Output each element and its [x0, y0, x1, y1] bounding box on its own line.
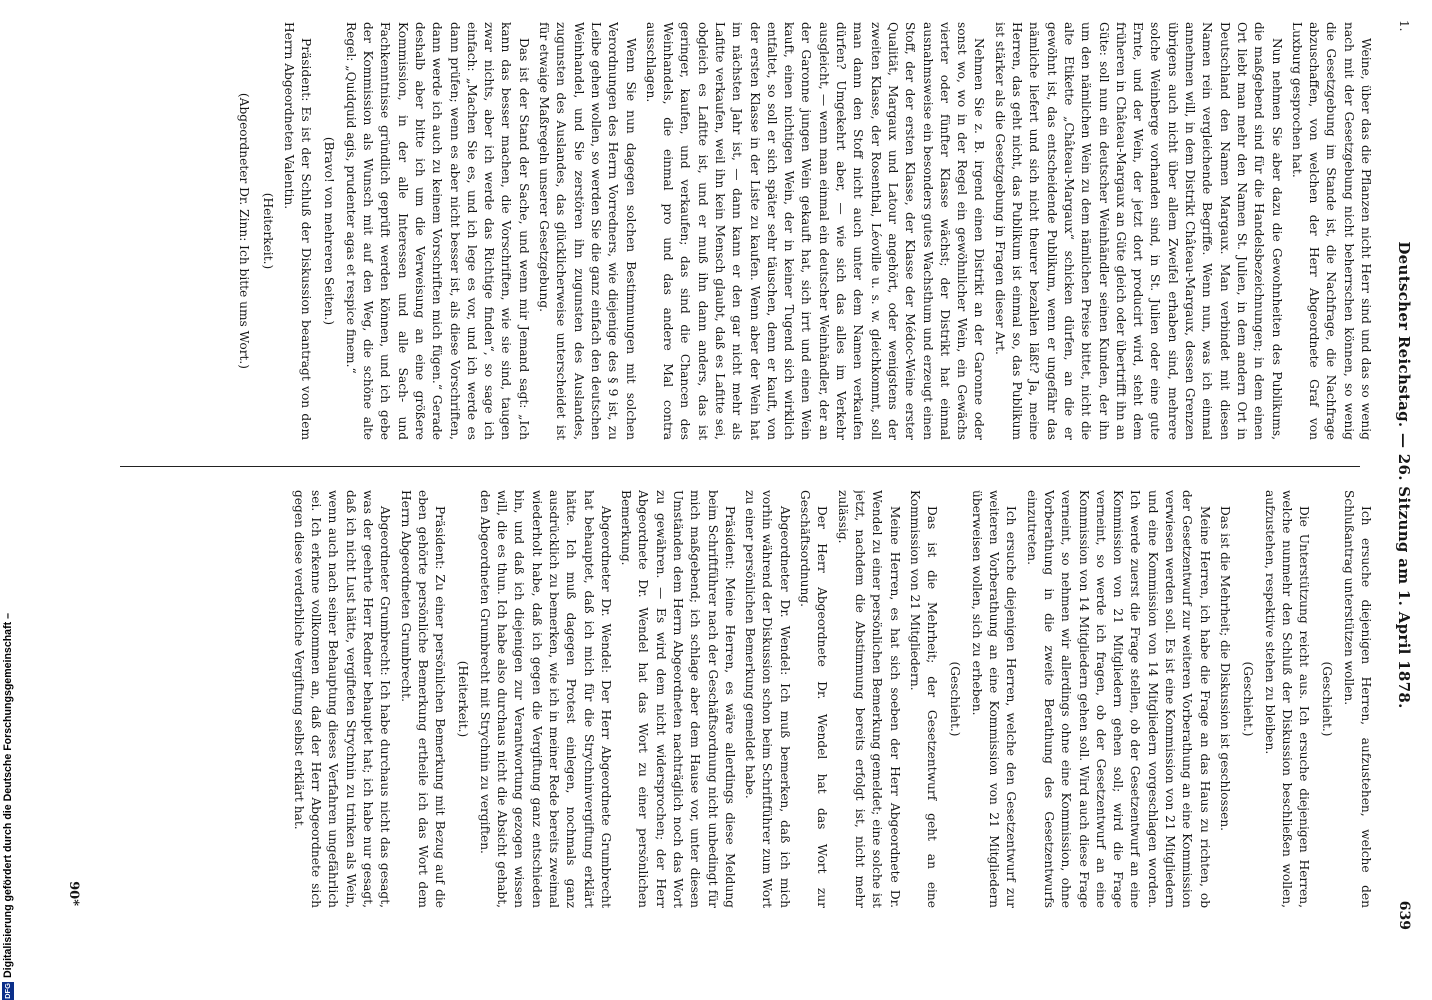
stage-direction: (Geschieht.): [1320, 661, 1335, 737]
paragraph: Die Unterstützung reicht aus. Ich ersuche diejenigen Herren, welche nunmehr den Schluß der Diskussion beschließen wollen, aufzustehen, respektive stehen zu bleiben.: [1262, 490, 1312, 908]
stage-direction: (Geschieht.): [948, 661, 963, 737]
header-mark: 1.: [1397, 20, 1411, 32]
paragraph: Nun nehmen Sie aber dazu die Gewohnheiten des Publikums, die maßgebend sind für die Handelsbezeichnungen; in dem einen Ort liebt man mehr den Namen St. Julien, in dem andern Ort in Deutschland den Namen Margaux. Man verbindet mit diesen Namen rein vergleichende Begriffe. Wenn nun, was ich einmal annehmen will, in dem Distrikt Château-Margaux, dessen Grenzen übrigens auch nicht über allem Zweifel erhaben sind, mehrere solche Weinberge vorhanden sind, in St. Julien oder eine gute Ernte, und der Wein, der jetzt dort producirt wird, steht dem früheren in Château-Margaux an Güte gleich oder übertrifft ihn an Güte: soll nun ein deutscher Weinhändler seinen Kunden, der ihn um den nämlichen Wein zu dem nämlichen Preise bittet, nicht die alte Etikette „Château-Margaux“ schicken dürfen, an die er gewöhnt ist, das entscheidende Publikum, wenn er ungefähr das nämliche liefert und sich nicht theurer bezahlen läßt? Ja, meine Herren, das geht nicht, das Publikum ist einmal so, das Publikum ist stärker als die Gesetzgebung in Fragen dieser Art.: [992, 22, 1284, 440]
credit-text: Digitalisierung gefördert durch die Deutsche Forschungsgemeinschaft –: [2, 613, 14, 978]
paragraph: Das ist die Mehrheit; der Gesetzentwurf geht an eine Kommission von 21 Mitgliedern.: [907, 490, 940, 908]
page-number: 639: [1396, 900, 1412, 930]
sheet-mark: 90*: [66, 881, 81, 906]
paragraph: Abgeordneter Dr. Wendel: Ich muß bemerken, daß ich mich vorhin während der Diskussion schon beim Schriftführer zum Wort zu einer persönlichen Bemerkung gemeldet habe.: [743, 490, 792, 908]
page-header: [1382, 20, 1412, 930]
paragraph: Meine Herren, es hat sich soeben der Herr Abgeordnete Dr. Wendel zu einer persönlichen Bemerkung gemeldet; eine solche ist jetzt, nachdem die Abstimmung bereits erfolgt ist, nicht mehr zulässig.: [835, 490, 902, 908]
paragraph: Präsident: Meine Herren, es wäre allerdings diese Meldung beim Schriftführer nach der Geschäftsordnung nicht unbedingt für mich maßgebend; ich schlage aber dem Hause vor, unter diesen Umständen dem Herrn Abgeordneten nachträglich noch das Wort zu gewähren. — Es wird dem nicht widersprochen; der Herr Abgeordnete Dr. Wendel hat das Wort zu einer persönlichen Bemerkung.: [619, 490, 737, 908]
stage-direction: (Heiterkeit.): [260, 192, 275, 270]
paragraph: Der Herr Abgeordnete Dr. Wendel hat das Wort zur Geschäftsordnung.: [798, 490, 830, 908]
paragraph: Abgeordneter Dr. Wendel: Der Herr Abgeordnete Grumbrecht hat behauptet, daß ich mich für die Strychninvergiftung erklärt hätte. Ich muß dagegen Protest einlegen, nochmals ganz ausdrücklich zu bemerken, wie ich in meiner Rede bereits zweimal wiederholt habe, daß ich gegen die Vergiftung ganz entschieden bin, und daß ich diejenigen zur Verantwortung gezogen wissen will, die es thun. Ich habe also durchaus nicht die Absicht gehabt, den Abgeordneten Grumbrecht mit Strychnin zu vergiften.: [477, 490, 613, 908]
paragraph: Abgeordneter Grumbrecht: Ich habe durchaus nicht das gesagt, was der geehrte Herr Redner behauptet hat; ich habe nur gesagt, daß ich nicht Lust hätte, vergifteten Strychnin zu trinken als Wein, wenn auch nach seiner Behauptung dieses Verfahren ungefährlich sei. Ich erkenne vollkommen an, daß der Herr Abgeordnete sich gegen diese verderbliche Vergiftung selbst erklärt hat.: [291, 490, 393, 908]
paragraph: Meine Herren, ich habe die Frage an das Haus zu richten, ob der Gesetzentwurf zur weiteren Vorberathung an eine Kommission verwiesen werden soll. Es ist eine Kommission von 21 Mitgliedern und eine Kommission von 14 Mitgliedern vorgeschlagen worden. Ich werde zuerst die Frage stellen, ob der Gesetzentwurf an eine Kommission von 21 Mitgliedern gehen soll; wird die Frage verneint, so werde ich fragen, ob der Gesetzentwurf an eine Kommission von 14 Mitgliedern gehen soll. Wird auch diese Frage verneint, so nehmen wir allerdings ohne eine Kommission, ohne Vorberathung in die zweite Berathung des Gesetzentwurfs einzutreten.: [1024, 490, 1212, 908]
paragraph: Weine, über das die Pflanzen nicht Herr sind und das so wenig nach mit der Gesetzgebung nicht beherrschen können, so wenig die Gesetzgebung im Stande ist, die Nachfrage, die Nachfrage abzuschaffen, von welchen der Herr Abgeordnete Graf von Luxburg gesprochen hat.: [1289, 22, 1373, 440]
column-divider: [120, 466, 1360, 467]
stage-direction: (Bravo! von mehreren Seiten.): [322, 136, 337, 326]
closing-note: (Abgeordneter Dr. Zinn: Ich bitte ums Wort.): [237, 92, 252, 370]
paragraph: Nehmen Sie z. B. irgend einen Distrikt an der Garonne oder sonst wo, wo in der Regel ein gewöhnlicher Wein, ein Gewächs vierter oder fünfter Klasse wächst; der Distrikt hat einmal ausnahmsweise ein besonders gutes Wachsthum und erzeugt einen Stoff, der der ersten Klasse, der Klasse der Médoc-Weine erster Qualität, Margaux und Latour angehört, oder wenigstens der zweiten Klasse, der Rosenthal, Léoville u. s. w. gleichkommt, soll man dann den Stoff nicht auch unter dem Namen verkaufen dürfen? Umgekehrt aber, — wie sich das alles im Verkehr ausgleicht, — wenn man einmal ein deutscher Weinhändler, der an der Garonne jungen Wein gekauft hat, sich irrt und einen Wein kauft, einen nichtigen Wein, der in keiner Tugend sich wirklich entfaltet, so soll er sich später sehr täuschen, denn er kauft, von der ersten Klasse in der Liste zu kaufen. Wenn aber der Wein hat im nächsten Jahr ist, — dann kann er den gar nicht mehr als Lafitte verkaufen, weil ihn kein Mensch glaubt, daß es Lafitte sei, obgleich es Lafitte ist, und er muß ihn dann anders, das ist geringer, kaufen, und verkaufen; das sind die Chancen des Weinhandels, die einmal pro und das andere Mal contra ausschlagen.: [643, 22, 987, 440]
running-title: Deutscher Reichstag. — 26. Sitzung am 1. April 1878.: [1395, 241, 1413, 709]
stage-direction: (Geschieht.): [1241, 661, 1256, 737]
paragraph: Wenn Sie nun dagegen solchen Bestimmungen mit solchen Verordnungen des Herrn Vorredners, wie diejenige des § 9 ist, zu Leibe gehen wollen, so werden Sie die ganz einfach den deutschen Weinhandel, und Sie zerstören ihn zugunsten des Auslandes, zugunsten des Auslandes, das glücklicherweise unterscheidet ist für etwaige Maßregeln unserer Gesetzgebung.: [537, 22, 638, 440]
paragraph: Das ist die Mehrheit; die Diskussion ist geschlossen.: [1217, 506, 1232, 832]
paragraph: Präsident: Zu einer persönlichen Bemerkung mit Bezug auf die eben gehörte persönliche Bemerkung ertheile ich das Wort dem Herrn Abgeordneten Grumbrecht.: [398, 490, 448, 908]
paragraph: Ich ersuche diejenigen Herren, welche den Gesetzentwurf zur weiteren Vorberathung an eine Kommission von 21 Mitgliedern überweisen wollen, sich zu erheben.: [969, 490, 1019, 908]
left-text-column: [89, 22, 1374, 440]
digitization-credit: [0, 610, 16, 1000]
stage-direction: (Heiterkeit.): [456, 660, 471, 738]
paragraph: Das ist der Stand der Sache, und wenn mir Jemand sagt: „Ich kann das besser machen, die Vorschriften, wie sie sind, taugen zwar nichts, aber ich werde das Richtige finden“, so sage ich einfach: „Machen Sie es, und ich lege es vor, und ich werde es dann prüfen; wenn es aber nicht besser ist, als diese Vorschriften, dann werde ich auch zu keinem Vorschriften mich fügen.“ Gerade deshalb aber bitte ich um die Verweisung an eine größere Kommission, in der alle Interessen und alle Sach- und Fachkenntnisse gründlich geprüft werden können, und ich gebe der Kommission als Wunsch mit auf den Weg, die schöne alte Regel: „Quidquid agis, prudenter agas et respice finem.“: [343, 22, 531, 440]
president-paragraph: Präsident: Es ist der Schluß der Diskussion beantragt von dem Herrn Abgeordneten Valentin.: [281, 22, 314, 440]
dfg-logo-icon: DFG: [3, 983, 12, 999]
right-text-column: [89, 490, 1374, 908]
paragraph: Ich ersuche diejenigen Herren, aufzustehen, welche den Schlußantrag unterstützen wollen.: [1341, 490, 1373, 908]
